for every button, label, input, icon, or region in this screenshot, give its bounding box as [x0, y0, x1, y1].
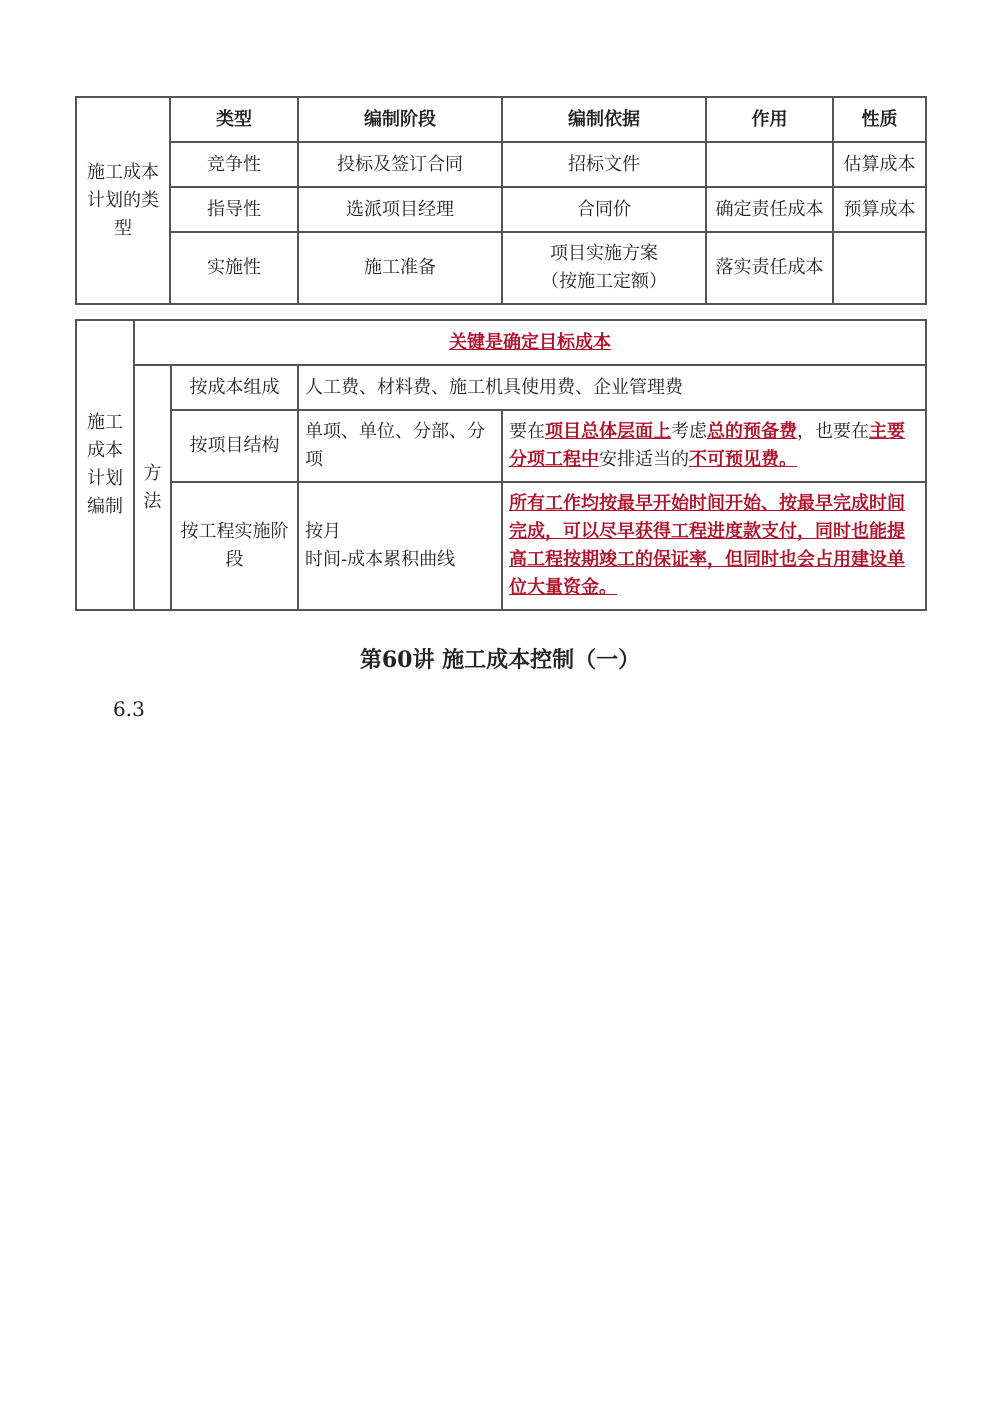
key-note	[134, 320, 926, 365]
method-name: 按工程实施阶段	[171, 482, 298, 610]
cell-type: 竞争性	[170, 142, 298, 187]
cell-role	[706, 142, 833, 187]
note-plain: ，也要在	[797, 421, 869, 442]
col-header-role: 作用	[706, 97, 833, 142]
note-plain: 安排适当的	[599, 449, 689, 470]
table-row	[76, 142, 926, 187]
table2-row-header	[76, 320, 134, 610]
cell-basis: 合同价	[502, 187, 706, 232]
method-content: 单项、单位、分部、分项	[298, 410, 502, 482]
cell-basis: 招标文件	[502, 142, 706, 187]
note-plain: 要在	[509, 421, 545, 442]
method-name: 按成本组成	[171, 365, 298, 410]
table-row	[76, 232, 926, 304]
method-content-line1: 按月	[305, 521, 341, 542]
method-note	[502, 410, 926, 482]
cell-basis-line1: 项目实施方案	[550, 243, 658, 264]
cell-basis-line2: （按施工定额）	[541, 271, 667, 292]
col-header-basis: 编制依据	[502, 97, 706, 142]
table2-row-header-text: 施工成本计划编制	[87, 412, 123, 517]
cell-role: 落实责任成本	[706, 232, 833, 304]
cell-stage: 投标及签订合同	[298, 142, 502, 187]
cell-nature: 预算成本	[833, 187, 926, 232]
note-plain: 考虑	[671, 421, 707, 442]
cost-plan-types-table	[75, 96, 927, 305]
table-row	[76, 482, 926, 610]
table-row	[76, 410, 926, 482]
method-content: 人工费、材料费、施工机具使用费、企业管理费	[298, 365, 926, 410]
note-highlight: 总的预备费	[707, 421, 797, 442]
cell-nature	[833, 232, 926, 304]
method-label: 方法	[134, 365, 171, 610]
cell-stage: 选派项目经理	[298, 187, 502, 232]
note-highlight: 所有工作均按最早开始时间开始、按最早完成时间完成，可以尽早获得工程进度款支付，同时也能提高工程按期竣工的保证率，但同时也会占用建设单位大量资金。	[509, 493, 905, 598]
method-content	[298, 482, 502, 610]
cell-type: 实施性	[170, 232, 298, 304]
cell-nature: 估算成本	[833, 142, 926, 187]
note-highlight: 项目总体层面上	[545, 421, 671, 442]
cell-role: 确定责任成本	[706, 187, 833, 232]
table1-row-header: 施工成本计划的类型	[76, 97, 170, 304]
col-header-stage: 编制阶段	[298, 97, 502, 142]
note-highlight: 不可预见费。	[689, 449, 797, 470]
section-number: 6.3	[113, 697, 145, 721]
method-name: 按项目结构	[171, 410, 298, 482]
cell-type: 指导性	[170, 187, 298, 232]
method-note	[502, 482, 926, 610]
key-note-text: 关键是确定目标成本	[449, 331, 611, 353]
table-row	[76, 187, 926, 232]
page-heading: 第60讲 施工成本控制（一）	[359, 647, 641, 673]
cost-plan-compilation-table	[75, 319, 927, 611]
method-content-line2: 时间-成本累积曲线	[305, 549, 456, 570]
table-row	[76, 365, 926, 410]
note-highlight: 主要分项工程中	[509, 421, 905, 470]
cell-stage: 施工准备	[298, 232, 502, 304]
cell-basis	[502, 232, 706, 304]
col-header-type: 类型	[170, 97, 298, 142]
col-header-nature: 性质	[833, 97, 926, 142]
